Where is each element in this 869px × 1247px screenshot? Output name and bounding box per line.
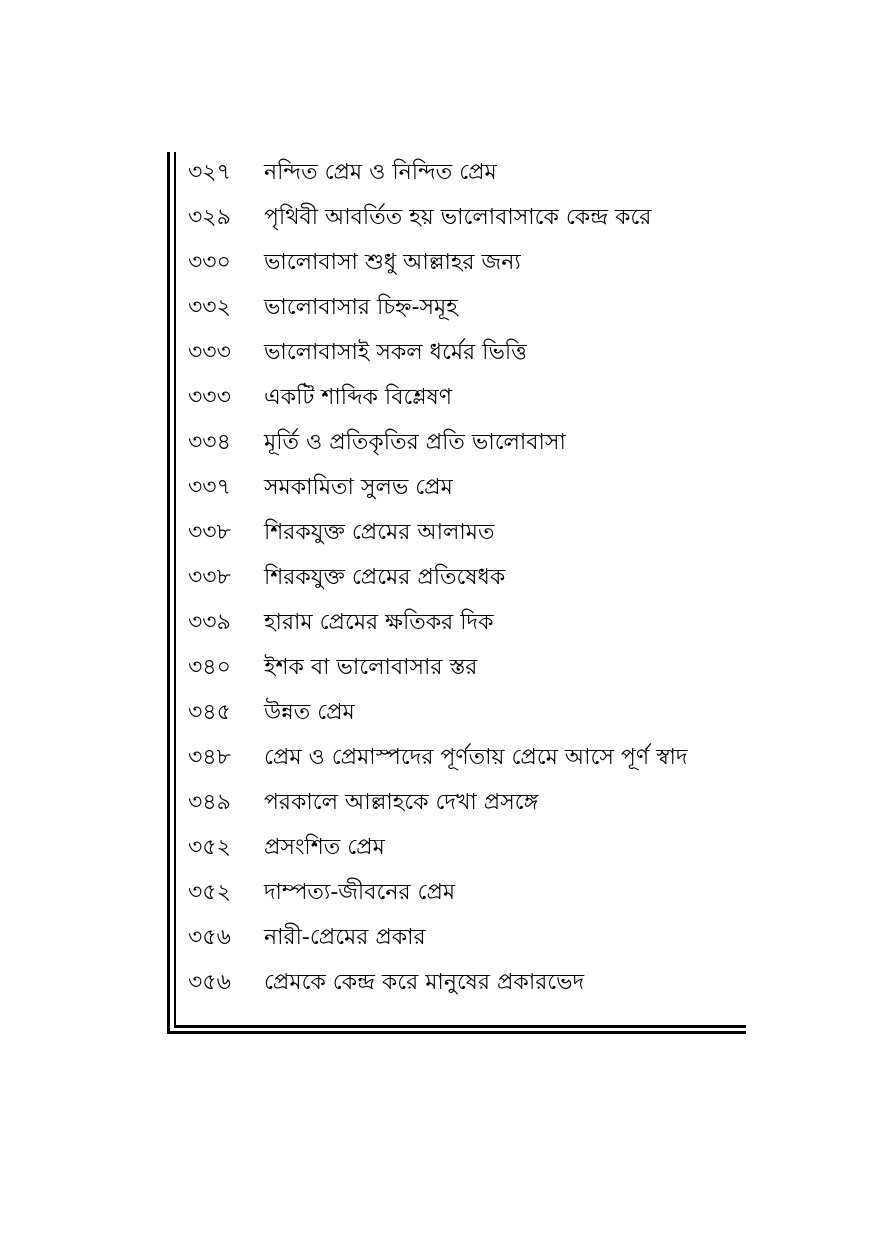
toc-entry (188, 735, 788, 780)
toc-entry (188, 690, 788, 735)
toc-entry-title: একটি শাব্দিক বিশ্লেষণ (264, 385, 453, 410)
toc-entry-title: প্রসংশিত প্রেম (264, 835, 385, 860)
toc-entry-title: হারাম প্রেমের ক্ষতিকর দিক (264, 610, 494, 635)
toc-entry-title: পৃথিবী আবর্তিত হয় ভালোবাসাকে কেন্দ্র করে (264, 205, 652, 230)
bottom-border-inner-line (174, 1025, 746, 1028)
toc-entry-title: প্রেমকে কেন্দ্র করে মানুষের প্রকারভেদ (264, 970, 585, 995)
bottom-border-outer-line (167, 1031, 746, 1034)
toc-page-number: ৩৩৪ (188, 430, 231, 455)
toc-entry (188, 420, 788, 465)
toc-entry (188, 555, 788, 600)
toc-entry (188, 285, 788, 330)
toc-entry (188, 780, 788, 825)
table-of-contents (188, 150, 788, 1005)
toc-entry (188, 465, 788, 510)
toc-entry (188, 600, 788, 645)
toc-page-number: ৩৫৬ (188, 925, 231, 950)
toc-page-number: ৩৩০ (188, 250, 231, 275)
toc-page-number: ৩৪৯ (188, 790, 231, 815)
toc-entry (188, 825, 788, 870)
toc-page-number: ৩৩৩ (188, 340, 231, 365)
toc-page-number: ৩৪৮ (188, 745, 231, 770)
toc-page-number: ৩২৯ (188, 205, 231, 230)
toc-entry-title: শিরকযুক্ত প্রেমের প্রতিষেধক (264, 565, 506, 590)
toc-page-number: ৩৫৬ (188, 970, 231, 995)
toc-page-number: ৩৩৩ (188, 385, 231, 410)
toc-entry (188, 330, 788, 375)
toc-page-number: ৩৩২ (188, 295, 231, 320)
toc-entry (188, 240, 788, 285)
toc-entry-title: দাম্পত্য-জীবনের প্রেম (264, 880, 456, 905)
left-border-outer-line (167, 152, 170, 1034)
toc-entry (188, 645, 788, 690)
toc-page-number: ৩৩৯ (188, 610, 231, 635)
toc-entry (188, 915, 788, 960)
toc-entry-title: ইশক বা ভালোবাসার স্তর (264, 655, 478, 680)
left-border-inner-line (174, 152, 176, 1028)
toc-entry (188, 870, 788, 915)
toc-entry-title: ভালোবাসার চিহ্ন-সমূহ (264, 295, 458, 320)
toc-page-number: ৩৩৮ (188, 565, 231, 590)
toc-entry-title: উন্নত প্রেম (264, 700, 355, 725)
toc-entry-title: শিরকযুক্ত প্রেমের আলামত (264, 520, 495, 545)
toc-entry-title: নারী-প্রেমের প্রকার (264, 925, 426, 950)
toc-entry-title: সমকামিতা সুলভ প্রেম (264, 475, 453, 500)
toc-entry-title: ভালোবাসা শুধু আল্লাহর জন্য (264, 250, 521, 275)
toc-entry (188, 510, 788, 555)
toc-entry-title: মূর্তি ও প্রতিকৃতির প্রতি ভালোবাসা (264, 430, 566, 455)
toc-entry (188, 960, 788, 1005)
toc-entry (188, 375, 788, 420)
toc-page-number: ৩৫২ (188, 835, 231, 860)
toc-entry-title: প্রেম ও প্রেমাস্পদের পূর্ণতায় প্রেমে আসে পূর্ণ স্বাদ (264, 745, 688, 770)
toc-page-number: ৩২৭ (188, 160, 231, 185)
toc-entry (188, 195, 788, 240)
toc-page-number: ৩৪০ (188, 655, 231, 680)
toc-entry-title: নন্দিত প্রেম ও নিন্দিত প্রেম (264, 160, 497, 185)
toc-entry-title: পরকালে আল্লাহকে দেখা প্রসঙ্গে (264, 790, 539, 815)
toc-page-number: ৩৩৭ (188, 475, 231, 500)
toc-page-number: ৩৩৮ (188, 520, 231, 545)
toc-page-number: ৩৪৫ (188, 700, 231, 725)
toc-page-number: ৩৫২ (188, 880, 231, 905)
toc-entry (188, 150, 788, 195)
toc-entry-title: ভালোবাসাই সকল ধর্মের ভিত্তি (264, 340, 527, 365)
